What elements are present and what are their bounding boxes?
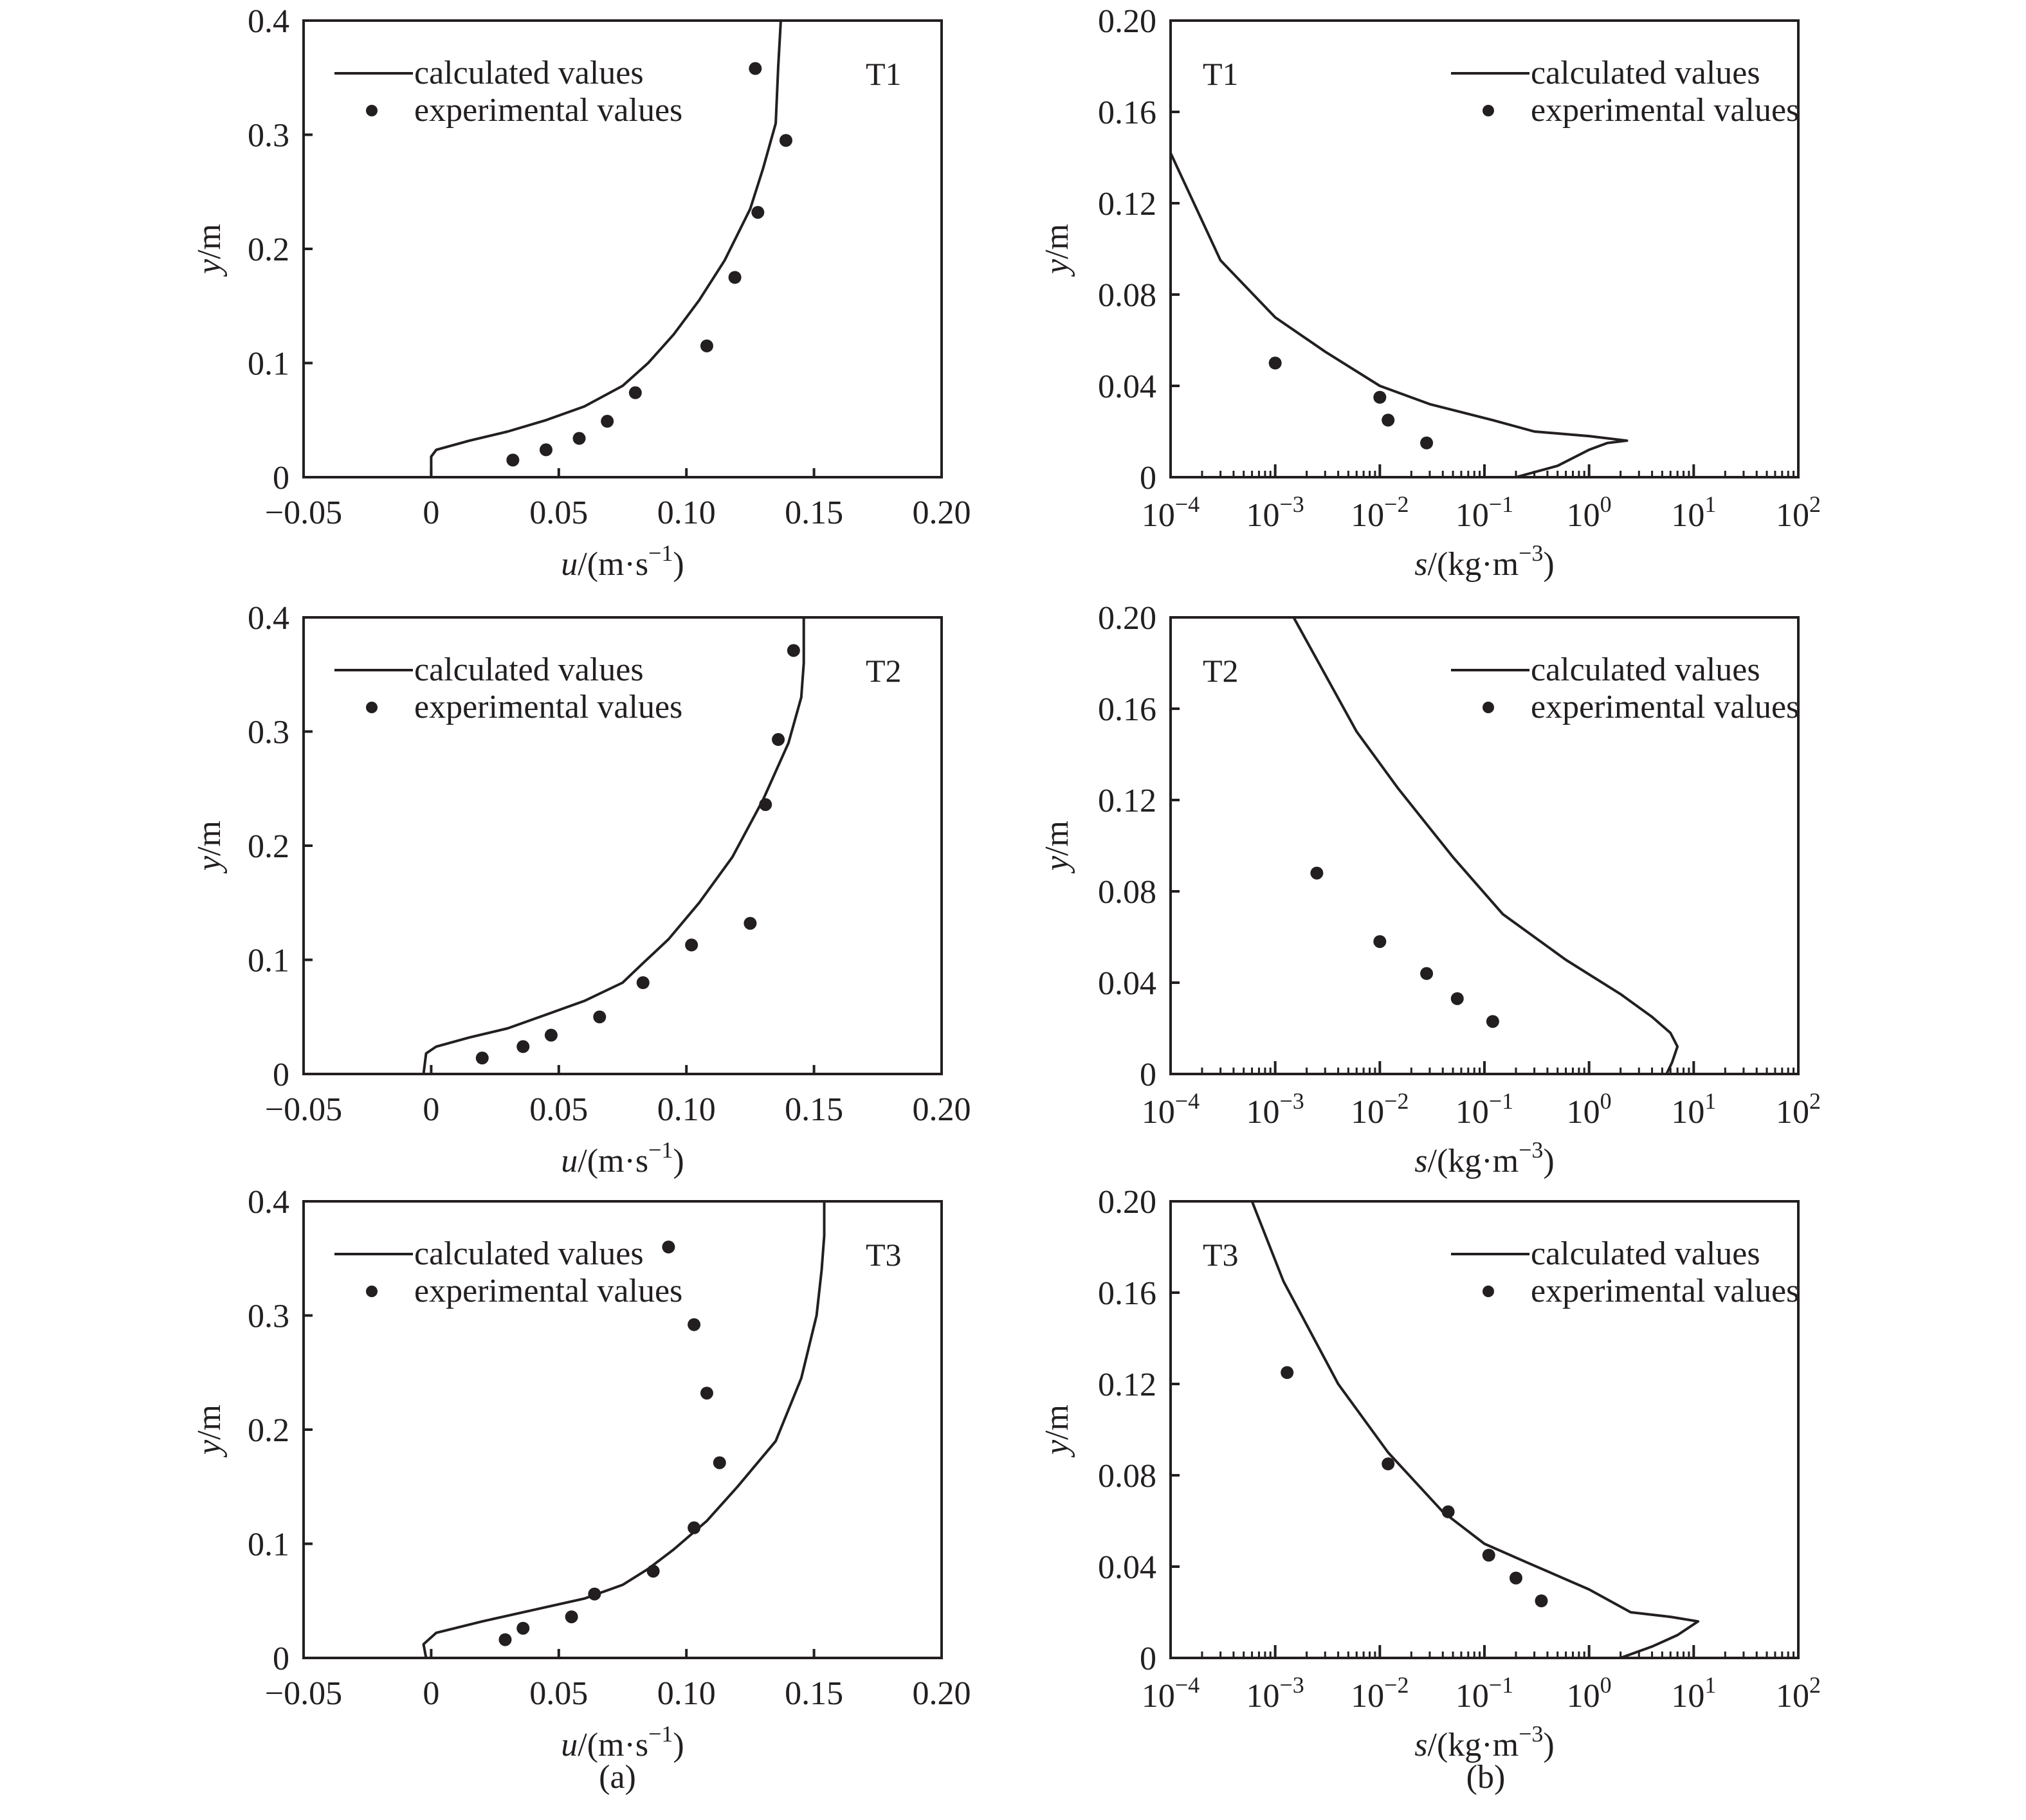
- y-tick-label: 0.4: [248, 3, 289, 40]
- x-tick-label: [1142, 1088, 1200, 1131]
- panel-b-T2: [1039, 600, 1821, 1179]
- legend-point-swatch: [366, 105, 378, 116]
- experimental-point: [647, 1565, 660, 1578]
- experimental-point: [545, 1029, 558, 1042]
- x-tick-exponent: 0: [1600, 491, 1612, 517]
- y-tick-label: 0.12: [1098, 1367, 1156, 1403]
- legend-line-label: calculated values: [1531, 651, 1760, 688]
- y-tick-label: 0.1: [248, 345, 289, 383]
- experimental-point: [772, 733, 785, 746]
- y-axis-title: [191, 821, 228, 874]
- legend-line-label: calculated values: [414, 1235, 644, 1272]
- x-tick-exponent: −2: [1384, 1672, 1409, 1698]
- y-tick-label: 0.08: [1098, 277, 1156, 314]
- x-tick-label: 0.05: [529, 1675, 589, 1712]
- y-tick-label: 0.04: [1098, 965, 1156, 1002]
- x-tick-base: 10: [1351, 497, 1385, 534]
- y-tick-label: 0.08: [1098, 1458, 1156, 1495]
- experimental-point: [1420, 437, 1433, 450]
- x-tick-exponent: −2: [1384, 1088, 1409, 1114]
- x-tick-label: 0.10: [657, 495, 716, 531]
- x-tick-exponent: −3: [1279, 1088, 1304, 1114]
- x-tick-label: [1456, 1672, 1513, 1715]
- experimental-point: [759, 798, 772, 811]
- experimental-point: [780, 134, 792, 147]
- x-tick-base: 10: [1246, 1678, 1280, 1715]
- x-tick-label: [1456, 1088, 1513, 1131]
- legend-point-swatch: [366, 702, 378, 713]
- legend-point-label: experimental values: [1531, 92, 1800, 129]
- x-axis-unit: /(m·s: [578, 1727, 649, 1763]
- x-axis-title: [561, 1137, 684, 1179]
- y-tick-label: 0.20: [1098, 1184, 1156, 1221]
- legend-point-label: experimental values: [1531, 1273, 1800, 1309]
- x-tick-exponent: 1: [1704, 1088, 1717, 1114]
- y-tick-label: 0.16: [1098, 691, 1156, 728]
- y-tick-label: 0.1: [248, 1526, 289, 1563]
- x-tick-label: 0: [423, 495, 440, 531]
- y-tick-label: 0.20: [1098, 3, 1156, 40]
- x-tick-label: 0: [423, 1091, 440, 1128]
- y-axis-variable: y: [191, 1439, 228, 1455]
- y-axis-title: [1039, 1405, 1075, 1458]
- x-tick-label: −0.05: [264, 1091, 343, 1128]
- caption-a: (a): [599, 1759, 636, 1796]
- x-tick-label: [1351, 1672, 1409, 1715]
- x-axis-title: [1414, 540, 1554, 583]
- legend-line-label: calculated values: [1531, 1235, 1760, 1272]
- x-tick-label: 0.20: [912, 1091, 971, 1128]
- experimental-point: [476, 1051, 489, 1064]
- x-axis-unit: /(kg·m: [1427, 1143, 1519, 1179]
- panel-label: T2: [1203, 653, 1239, 689]
- x-tick-exponent: −1: [1488, 1672, 1514, 1698]
- y-axis-unit: /m: [1039, 821, 1075, 856]
- x-tick-exponent: 0: [1600, 1672, 1612, 1698]
- x-tick-label: [1246, 491, 1304, 534]
- y-tick-label: 0: [1140, 1641, 1156, 1677]
- x-axis-unit-close: ): [1543, 546, 1555, 583]
- x-tick-exponent: 2: [1809, 1672, 1821, 1698]
- y-axis-title: [191, 224, 228, 277]
- x-tick-label: [1776, 1672, 1821, 1715]
- x-tick-label: [1246, 1672, 1304, 1715]
- experimental-point: [688, 1522, 700, 1534]
- x-axis-unit-exponent: −1: [648, 1137, 673, 1163]
- x-tick-exponent: −2: [1384, 491, 1409, 517]
- experimental-point: [688, 1318, 700, 1331]
- experimental-point: [498, 1633, 511, 1646]
- x-axis-variable: s: [1414, 1727, 1428, 1763]
- experimental-point: [700, 1387, 713, 1399]
- experimental-point: [1382, 1457, 1394, 1470]
- y-tick-label: 0.12: [1098, 783, 1156, 819]
- x-tick-base: 10: [1671, 497, 1705, 534]
- y-tick-label: 0: [273, 1641, 289, 1677]
- x-axis-variable: s: [1414, 1143, 1428, 1179]
- x-tick-label: [1246, 1088, 1304, 1131]
- panel-label: T3: [866, 1237, 902, 1273]
- experimental-point: [1269, 357, 1282, 370]
- panel-b-T3: [1039, 1184, 1821, 1763]
- x-tick-base: 10: [1566, 1094, 1600, 1131]
- y-tick-label: 0.04: [1098, 369, 1156, 405]
- experimental-point: [1483, 1549, 1495, 1561]
- experimental-point: [1442, 1506, 1455, 1518]
- x-tick-base: 10: [1566, 1678, 1600, 1715]
- calculated-curve: [1171, 153, 1627, 477]
- x-tick-exponent: 2: [1809, 1088, 1821, 1114]
- y-axis-variable: y: [1039, 855, 1075, 871]
- y-tick-label: 0.16: [1098, 1275, 1156, 1312]
- x-tick-label: [1351, 1088, 1409, 1131]
- experimental-point: [1420, 967, 1433, 980]
- panels: [191, 3, 1821, 1763]
- x-tick-exponent: −1: [1488, 491, 1514, 517]
- x-tick-base: 10: [1141, 1094, 1175, 1131]
- x-axis-unit-exponent: −1: [648, 1721, 673, 1747]
- x-tick-base: 10: [1455, 1678, 1489, 1715]
- x-axis-unit-close: ): [673, 1143, 684, 1179]
- y-tick-label: 0.3: [248, 117, 289, 154]
- experimental-point: [1310, 867, 1323, 880]
- x-tick-base: 10: [1351, 1678, 1385, 1715]
- experimental-point: [1451, 992, 1464, 1005]
- x-tick-base: 10: [1455, 1094, 1489, 1131]
- experimental-point: [1382, 414, 1394, 426]
- x-tick-base: 10: [1671, 1094, 1705, 1131]
- x-tick-label: [1567, 491, 1612, 534]
- legend-point-swatch: [1483, 105, 1494, 116]
- experimental-point: [751, 206, 764, 219]
- x-tick-label: 0.20: [912, 495, 971, 531]
- legend-point-swatch: [1483, 1286, 1494, 1297]
- caption-b: (b): [1466, 1759, 1506, 1796]
- x-tick-label: [1351, 491, 1409, 534]
- x-tick-label: 0.10: [657, 1675, 716, 1712]
- panel-label: T1: [866, 56, 902, 92]
- experimental-point: [516, 1622, 529, 1635]
- y-tick-label: 0: [273, 460, 289, 496]
- x-tick-label: 0.15: [785, 495, 844, 531]
- y-tick-label: 0.2: [248, 828, 289, 865]
- x-tick-base: 10: [1566, 497, 1600, 534]
- experimental-point: [662, 1241, 675, 1253]
- panel-label: T3: [1203, 1237, 1239, 1273]
- experimental-point: [1373, 935, 1386, 948]
- x-axis-title: [1414, 1137, 1554, 1179]
- x-tick-label: 0.05: [529, 495, 589, 531]
- x-tick-base: 10: [1141, 497, 1175, 534]
- y-axis-variable: y: [1039, 1439, 1075, 1455]
- y-axis-title: [1039, 224, 1075, 277]
- x-tick-label: 0.20: [912, 1675, 971, 1712]
- x-tick-label: 0.15: [785, 1675, 844, 1712]
- x-axis-unit: /(kg·m: [1427, 1727, 1519, 1763]
- y-tick-label: 0.4: [248, 600, 289, 637]
- x-tick-label: 0: [423, 1675, 440, 1712]
- x-tick-base: 10: [1246, 497, 1280, 534]
- x-axis-variable: s: [1414, 546, 1428, 583]
- y-axis-variable: y: [191, 259, 228, 274]
- experimental-point: [729, 271, 742, 284]
- y-tick-label: 0: [273, 1057, 289, 1093]
- x-tick-label: [1671, 1088, 1716, 1131]
- y-tick-label: 0.3: [248, 1298, 289, 1335]
- y-axis-unit: /m: [191, 821, 228, 856]
- experimental-point: [1535, 1594, 1548, 1607]
- x-tick-label: 0.10: [657, 1091, 716, 1128]
- x-axis-unit: /(m·s: [578, 1143, 649, 1179]
- x-tick-base: 10: [1776, 1678, 1809, 1715]
- x-tick-base: 10: [1671, 1678, 1705, 1715]
- y-tick-label: 0.2: [248, 1412, 289, 1449]
- x-axis-variable: u: [561, 546, 578, 583]
- x-axis-title: [561, 540, 684, 583]
- y-tick-label: 0: [1140, 460, 1156, 496]
- x-tick-exponent: −3: [1279, 1672, 1304, 1698]
- x-tick-label: [1142, 1672, 1200, 1715]
- legend-point-swatch: [1483, 702, 1494, 713]
- x-axis-unit-exponent: −1: [648, 540, 673, 566]
- experimental-point: [540, 443, 552, 456]
- experimental-point: [700, 340, 713, 352]
- experimental-point: [787, 644, 800, 657]
- x-tick-base: 10: [1246, 1094, 1280, 1131]
- y-axis-unit: /m: [1039, 224, 1075, 259]
- legend-line-label: calculated values: [1531, 55, 1760, 91]
- y-axis-title: [1039, 821, 1075, 874]
- experimental-point: [588, 1588, 601, 1601]
- x-axis-unit-exponent: −3: [1519, 540, 1544, 566]
- experimental-point: [573, 432, 586, 445]
- experimental-point: [516, 1040, 529, 1053]
- x-tick-label: 0.15: [785, 1091, 844, 1128]
- x-tick-base: 10: [1455, 497, 1489, 534]
- experimental-point: [506, 453, 519, 466]
- x-tick-exponent: −4: [1174, 1088, 1200, 1114]
- experimental-point: [629, 387, 642, 399]
- y-axis-title: [191, 1405, 228, 1458]
- panel-label: T2: [866, 653, 902, 689]
- x-tick-label: [1671, 1672, 1716, 1715]
- x-tick-label: 0.05: [529, 1091, 589, 1128]
- experimental-point: [1281, 1366, 1293, 1379]
- panel-a-T3: [191, 1184, 971, 1763]
- x-tick-exponent: 1: [1704, 1672, 1717, 1698]
- x-axis-unit-close: ): [673, 546, 684, 583]
- experimental-point: [744, 917, 756, 930]
- x-axis-unit-close: ): [1543, 1143, 1555, 1179]
- x-tick-exponent: 2: [1809, 491, 1821, 517]
- y-tick-label: 0.08: [1098, 874, 1156, 911]
- experimental-point: [637, 976, 650, 989]
- x-axis-variable: u: [561, 1143, 578, 1179]
- y-axis-unit: /m: [1039, 1405, 1075, 1440]
- x-axis-unit-exponent: −3: [1519, 1721, 1544, 1747]
- y-tick-label: 0.4: [248, 1184, 289, 1221]
- legend-line-label: calculated values: [414, 651, 644, 688]
- panel-a-T1: [191, 3, 971, 583]
- x-tick-base: 10: [1351, 1094, 1385, 1131]
- y-tick-label: 0.2: [248, 232, 289, 268]
- panel-a-T2: [191, 600, 971, 1179]
- y-tick-label: 0.04: [1098, 1549, 1156, 1586]
- x-axis-variable: u: [561, 1727, 578, 1763]
- x-tick-label: [1671, 491, 1716, 534]
- panel-label: T1: [1203, 56, 1239, 92]
- legend-point-label: experimental values: [414, 689, 683, 725]
- experimental-point: [685, 938, 698, 951]
- experimental-point: [749, 62, 762, 75]
- experimental-point: [1373, 391, 1386, 404]
- y-axis-variable: y: [191, 855, 228, 871]
- y-axis-unit: /m: [191, 1405, 228, 1440]
- x-tick-label: [1567, 1088, 1612, 1131]
- x-tick-exponent: −4: [1174, 1672, 1200, 1698]
- x-axis-unit: /(kg·m: [1427, 546, 1519, 583]
- y-tick-label: 0.3: [248, 714, 289, 751]
- y-tick-label: 0: [1140, 1057, 1156, 1093]
- x-axis-unit-exponent: −3: [1519, 1137, 1544, 1163]
- y-tick-label: 0.12: [1098, 186, 1156, 223]
- x-tick-label: [1142, 491, 1200, 534]
- x-tick-exponent: −3: [1279, 491, 1304, 517]
- x-tick-label: −0.05: [264, 495, 343, 531]
- x-axis-title: [1414, 1721, 1554, 1763]
- x-axis-unit-close: ): [673, 1727, 684, 1763]
- x-tick-label: [1456, 491, 1513, 534]
- x-axis-title: [561, 1721, 684, 1763]
- x-tick-exponent: 0: [1600, 1088, 1612, 1114]
- x-axis-unit: /(m·s: [578, 546, 649, 583]
- x-tick-base: 10: [1141, 1678, 1175, 1715]
- legend-point-label: experimental values: [1531, 689, 1800, 725]
- x-tick-base: 10: [1776, 1094, 1809, 1131]
- x-tick-label: [1567, 1672, 1612, 1715]
- experimental-point: [1486, 1015, 1499, 1028]
- legend-point-label: experimental values: [414, 1273, 683, 1309]
- x-axis-unit-close: ): [1543, 1727, 1555, 1763]
- experimental-point: [1510, 1572, 1522, 1585]
- x-tick-base: 10: [1776, 497, 1809, 534]
- y-axis-unit: /m: [191, 224, 228, 259]
- legend-point-swatch: [366, 1286, 378, 1297]
- experimental-point: [713, 1456, 726, 1469]
- x-tick-label: [1776, 491, 1821, 534]
- x-tick-exponent: −4: [1174, 491, 1200, 517]
- panel-b-T1: [1039, 3, 1821, 583]
- x-tick-exponent: 1: [1704, 491, 1717, 517]
- x-tick-label: [1776, 1088, 1821, 1131]
- x-tick-label: −0.05: [264, 1675, 343, 1712]
- y-tick-label: 0.20: [1098, 600, 1156, 637]
- experimental-point: [565, 1610, 578, 1623]
- experimental-point: [593, 1010, 606, 1023]
- experimental-point: [601, 415, 614, 428]
- y-axis-variable: y: [1039, 259, 1075, 274]
- y-tick-label: 0.1: [248, 942, 289, 979]
- y-tick-label: 0.16: [1098, 95, 1156, 131]
- legend-line-label: calculated values: [414, 55, 644, 91]
- x-tick-exponent: −1: [1488, 1088, 1514, 1114]
- legend-point-label: experimental values: [414, 92, 683, 129]
